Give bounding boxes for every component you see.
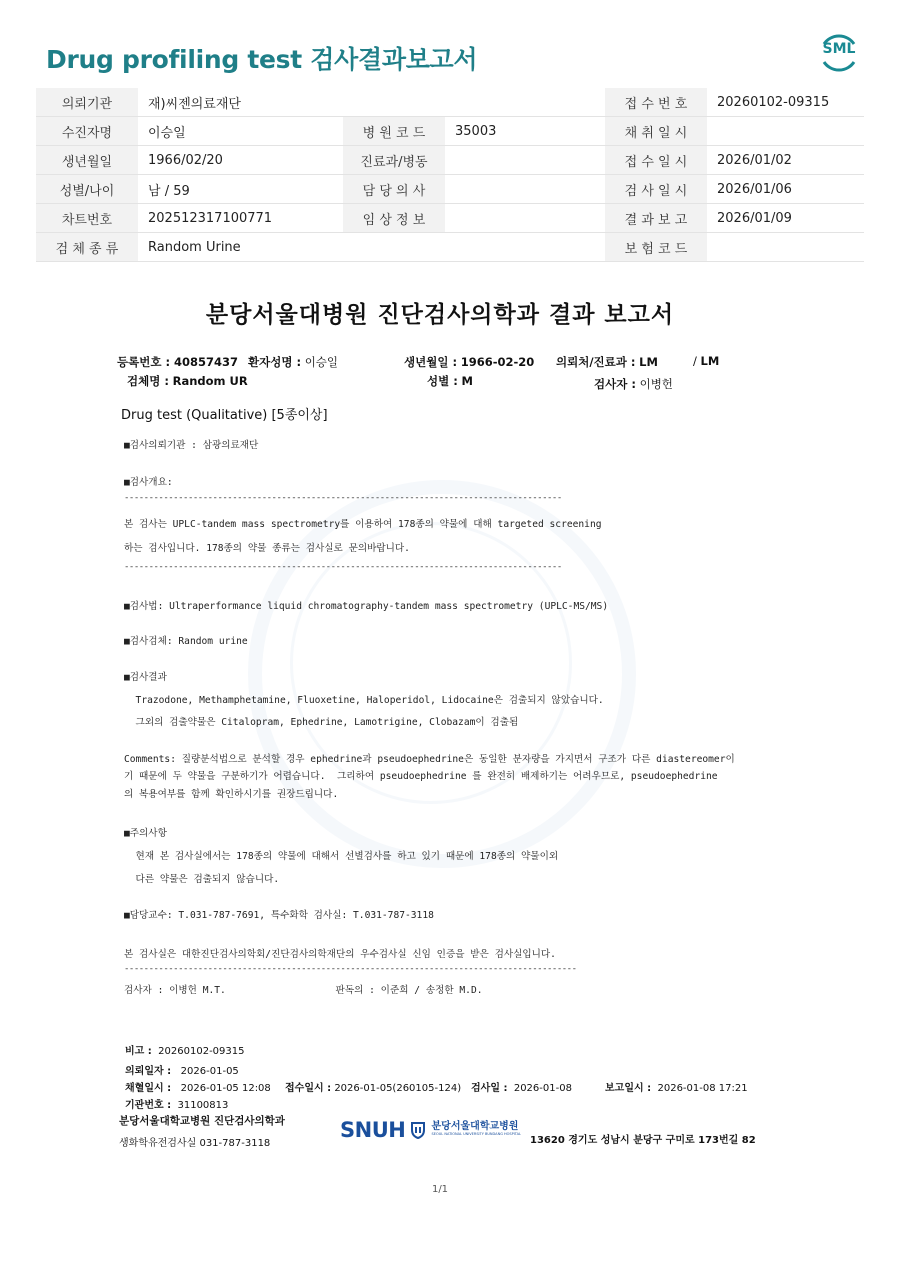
report-line: 검사자 : 이병헌 M.T. 판독의 : 이준희 / 송정한 M.D. <box>124 985 483 996</box>
info-label: 결 과 보 고 <box>605 204 707 233</box>
receipt-date: 접수일시 : 2026-01-05(260105-124) <box>285 1083 462 1094</box>
specimen: 검체명 : Random UR <box>127 374 248 388</box>
sex: 성별 : M <box>427 374 473 388</box>
page-number: 1/1 <box>431 1184 449 1195</box>
info-value <box>445 204 605 233</box>
info-row <box>36 88 864 117</box>
info-value <box>707 117 864 146</box>
info-label: 채 취 일 시 <box>605 117 707 146</box>
info-label <box>343 88 445 117</box>
info-label <box>343 233 445 262</box>
info-label: 접 수 일 시 <box>605 146 707 175</box>
info-value: 남 / 59 <box>138 175 343 204</box>
info-label: 검 체 종 류 <box>36 233 138 262</box>
info-value: Random Urine <box>138 233 343 262</box>
info-label: 검 사 일 시 <box>605 175 707 204</box>
info-label: 수진자명 <box>36 117 138 146</box>
info-value <box>445 88 605 117</box>
sml-logo-text: SML <box>822 41 856 57</box>
examiner: 검사자 : 이병헌 <box>594 377 673 391</box>
info-label: 차트번호 <box>36 204 138 233</box>
info-value: 재)씨젠의료재단 <box>138 88 343 117</box>
birth-date: 생년월일 : 1966-02-20 <box>404 355 535 369</box>
report-line: ----------------------------------------------------------------------------------------- <box>124 562 562 572</box>
info-label: 의뢰기관 <box>36 88 138 117</box>
info-row <box>36 146 864 175</box>
info-label: 진료과/병동 <box>343 146 445 175</box>
report-line: 하는 검사입니다. 178종의 약물 종류는 검사실로 문의바랍니다. <box>124 543 410 554</box>
info-value <box>445 175 605 204</box>
report-line: ■검사검체: Random urine <box>124 636 248 647</box>
report-line: 기 때문에 두 약물을 구분하기가 어렵습니다. 그리하여 pseudoephedrine 를 완전히 배제하기는 어려우므로, pseudoephedrine <box>124 771 718 782</box>
info-row <box>36 233 864 262</box>
info-label: 접 수 번 호 <box>605 88 707 117</box>
report-line: ■검사결과 <box>124 672 167 683</box>
collect-date: 채혈일시 : 2026-01-05 12:08 <box>125 1083 271 1094</box>
snuh-logo <box>340 1117 521 1142</box>
hospital-dept: 분당서울대학교병원 진단검사의학과 <box>119 1115 285 1127</box>
dept-second: / LM <box>693 354 720 368</box>
report-line: ■검사개요: <box>124 477 173 488</box>
info-label: 보 험 코 드 <box>605 233 707 262</box>
info-label: 담 당 의 사 <box>343 175 445 204</box>
institution-no: 기관번호 : 31100813 <box>125 1100 229 1111</box>
report-line: 본 검사는 UPLC-tandem mass spectrometry를 이용하여 178종의 약물에 대해 targeted screening <box>124 519 602 530</box>
lab-phone: 생화학유전검사실 031-787-3118 <box>119 1138 271 1149</box>
report-date: 보고일시 : 2026-01-08 17:21 <box>605 1083 748 1094</box>
request-date: 의뢰일자 : 2026-01-05 <box>125 1066 239 1077</box>
report-line: Trazodone, Methamphetamine, Fluoxetine, Haloperidol, Lidocaine은 검출되지 않았습니다. <box>124 695 604 706</box>
test-date: 검사일 : 2026-01-08 <box>471 1083 572 1094</box>
snuh-emblem-icon <box>410 1121 426 1139</box>
info-row <box>36 204 864 233</box>
report-line: ■검사법: Ultraperformance liquid chromatography-tandem mass spectrometry (UPLC-MS/MS) <box>124 601 609 612</box>
address: 13620 경기도 성남시 분당구 구미로 173번길 82 <box>530 1135 756 1146</box>
snuh-logo-text: SNUH <box>340 1118 406 1142</box>
report-line: ■주의사항 <box>124 828 167 839</box>
report-line: Comments: 질량분석법으로 분석할 경우 ephedrine과 pseudoephedrine은 동일한 분자량을 가지면서 구조가 다른 diastereomer이 <box>124 754 735 765</box>
info-label: 생년월일 <box>36 146 138 175</box>
dept: 의뢰처/진료과 : LM <box>556 355 658 369</box>
patient-name: 환자성명 : 이승일 <box>248 355 339 369</box>
info-value: 2026/01/09 <box>707 204 864 233</box>
info-value: 35003 <box>445 117 605 146</box>
patient-info-table <box>36 88 864 262</box>
info-label: 병 원 코 드 <box>343 117 445 146</box>
test-name: Drug test (Qualitative) [5종이상] <box>121 408 328 423</box>
report-line: ■담당교수: T.031-787-7691, 특수화학 검사실: T.031-787-3118 <box>124 910 434 921</box>
snuh-logo-kr: 분당서울대학교병원 <box>431 1121 519 1132</box>
info-value <box>445 233 605 262</box>
info-row <box>36 117 864 146</box>
info-value: 20260102-09315 <box>707 88 864 117</box>
reg-no: 등록번호 : 40857437 <box>117 355 239 369</box>
report-line: 본 검사실은 대한진단검사의학회/진단검사의학재단의 우수검사실 신임 인증을 받은 검사실입니다. <box>124 949 556 960</box>
info-value <box>445 146 605 175</box>
report-line: 현재 본 검사실에서는 178종의 약물에 대해서 선별검사를 하고 있기 때문에 178종의 약물이외 <box>124 851 559 862</box>
page-title: Drug profiling test 검사결과보고서 <box>46 45 478 74</box>
info-value: 2026/01/02 <box>707 146 864 175</box>
report-title: 분당서울대병원 진단검사의학과 결과 보고서 <box>205 302 675 328</box>
info-value: 2026/01/06 <box>707 175 864 204</box>
info-value: 202512317100771 <box>138 204 343 233</box>
info-row <box>36 175 864 204</box>
report-line: -------------------------------------------------------------------------------------------- <box>124 964 577 974</box>
sml-logo <box>816 30 862 76</box>
report-line: ----------------------------------------------------------------------------------------- <box>124 493 562 503</box>
info-label: 임 상 정 보 <box>343 204 445 233</box>
info-label: 성별/나이 <box>36 175 138 204</box>
report-line: 다른 약물은 검출되지 않습니다. <box>124 874 280 885</box>
info-value: 이승일 <box>138 117 343 146</box>
bigo: 비고 : 20260102-09315 <box>125 1046 245 1057</box>
info-value: 1966/02/20 <box>138 146 343 175</box>
info-value <box>707 233 864 262</box>
report-line: 그외의 검출약물은 Citalopram, Ephedrine, Lamotrigine, Clobazam이 검출됨 <box>124 717 519 728</box>
report-line: 의 복용여부를 함께 확인하시기를 권장드립니다. <box>124 789 339 800</box>
snuh-logo-en: SEOUL NATIONAL UNIVERSITY BUNDANG HOSPITAL <box>431 1132 521 1136</box>
report-line: ■검사의뢰기관 : 삼광의료재단 <box>124 440 259 451</box>
